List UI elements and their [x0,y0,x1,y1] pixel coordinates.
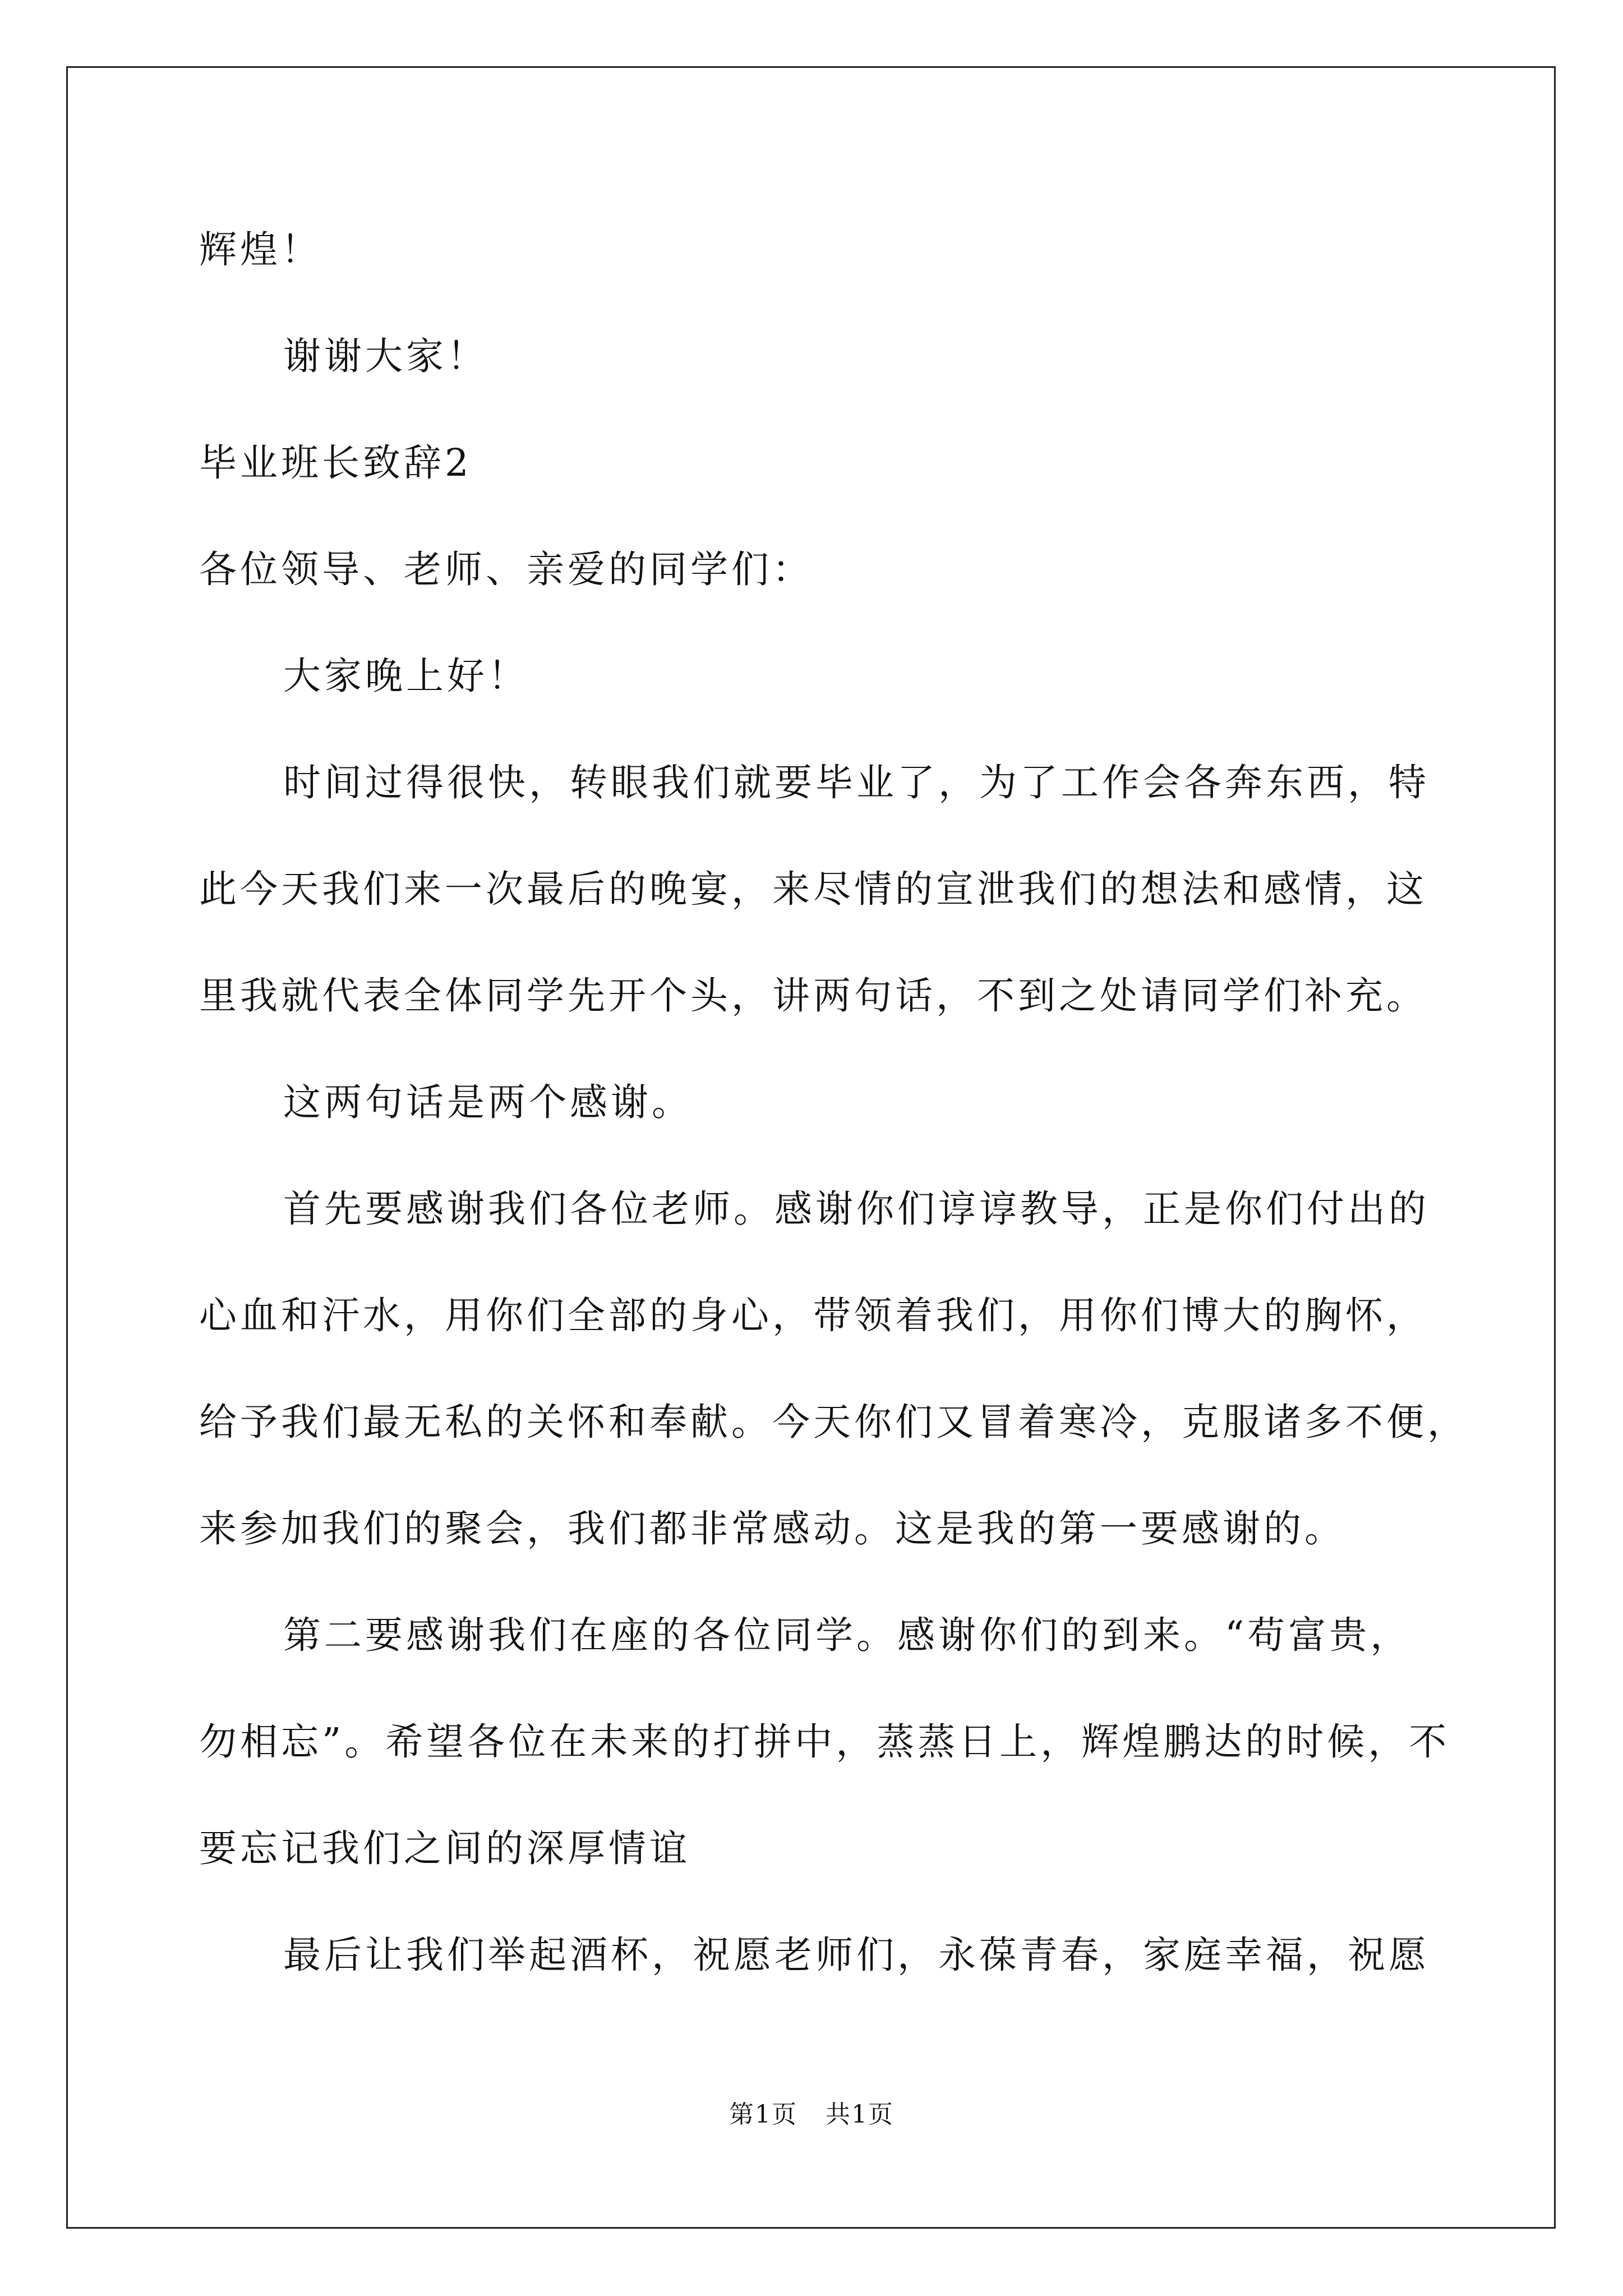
text-line: 辉煌！ [199,228,322,272]
text-line: 来参加我们的聚会，我们都非常感动。这是我的第一要感谢的。 [199,1507,1345,1550]
text-line: 谢谢大家！ [283,334,488,378]
text-line: 给予我们最无私的关怀和奉献。今天你们又冒着寒冷，克服诸多不便， [199,1400,1468,1444]
text-line: 最后让我们举起酒杯，祝愿老师们，永葆青春，家庭幸福，祝愿 [283,1933,1430,1977]
text-line: 勿相忘”。希望各位在未来的打拼中，蒸蒸日上，辉煌鹏达的时候，不 [199,1720,1450,1764]
salutation: 各位领导、老师、亲爱的同学们： [199,547,813,591]
page-footer [0,2098,1623,2132]
page-number: 第1页 [729,2100,797,2129]
text-line: 时间过得很快，转眼我们就要毕业了，为了工作会各奔东西，特 [283,761,1430,804]
greeting: 大家晚上好！ [283,654,529,698]
text-line: 心血和汗水，用你们全部的身心，带领着我们，用你们博大的胸怀， [199,1294,1427,1337]
page-total: 共1页 [826,2100,894,2129]
text-line: 第二要感谢我们在座的各位同学。感谢你们的到来。“苟富贵， [283,1613,1412,1657]
section-heading: 毕业班长致辞2 [199,441,472,485]
text-line: 要忘记我们之间的深厚情谊 [199,1826,690,1870]
page-frame [66,66,1556,2229]
text-line: 此今天我们来一次最后的晚宴，来尽情的宣泄我们的想法和感情，这 [199,867,1427,911]
text-line: 这两句话是两个感谢。 [283,1080,693,1124]
text-line: 里我就代表全体同学先开个头，讲两句话，不到之处请同学们补充。 [199,974,1427,1018]
text-line: 首先要感谢我们各位老师。感谢你们谆谆教导，正是你们付出的 [283,1187,1430,1231]
